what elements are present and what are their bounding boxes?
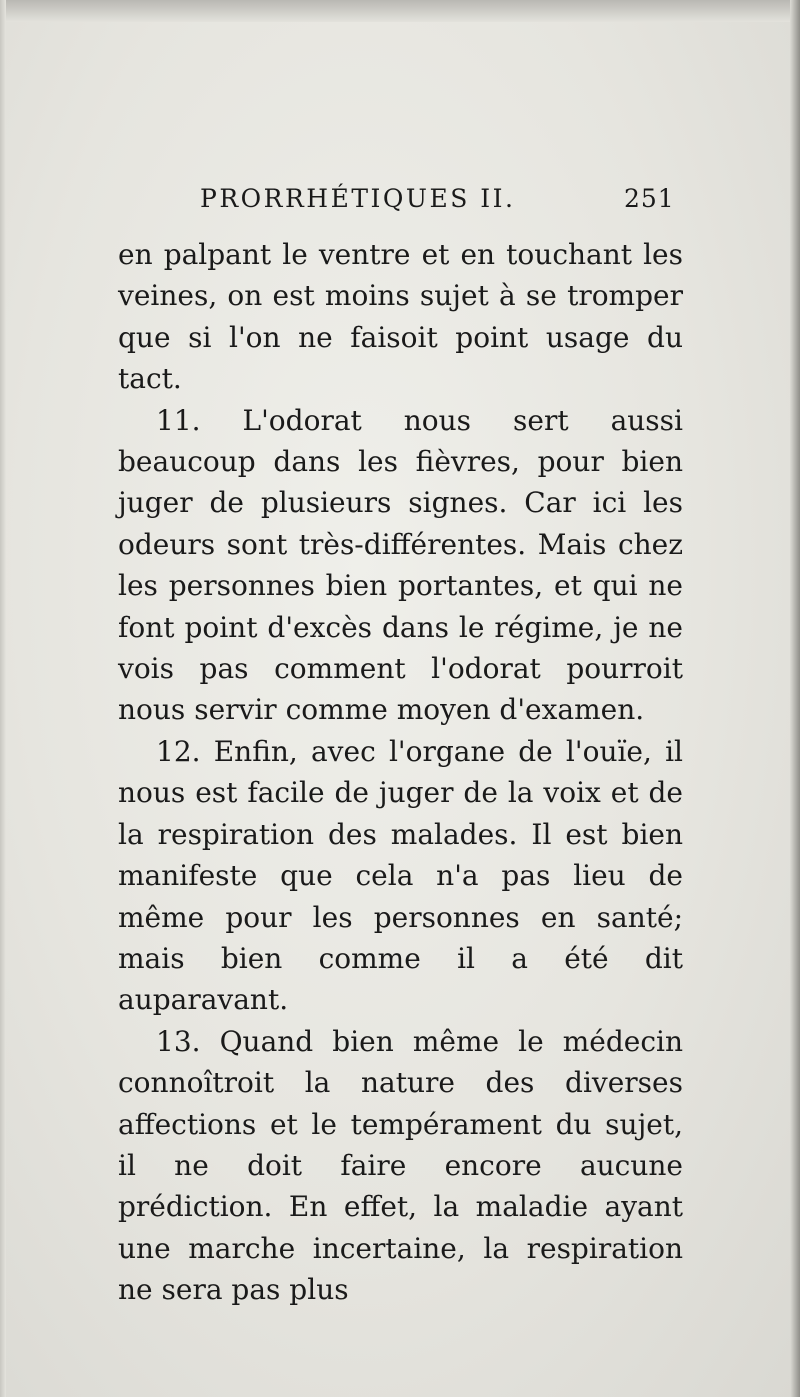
page-left-edge	[0, 0, 6, 1397]
paragraph-13: 13. Quand bien même le médecin connoîtroit la nature des diverses affections et le tempérament du sujet, il ne doit faire encore aucune prédiction. En effet, la maladie ayant une marche incertaine, la respiration ne sera pas plus	[118, 1024, 683, 1307]
body-text	[118, 234, 683, 1311]
page-number: 251	[624, 184, 675, 213]
running-title: PRORRHÉTIQUES II.	[200, 184, 516, 213]
paragraph-continuation: en palpant le ventre et en touchant les veines, on est moins sujet à se tromper que si l'on ne faisoit point usage du tact.	[118, 238, 683, 396]
page-right-edge	[790, 0, 800, 1397]
paragraph-11: 11. L'odorat nous sert aussi beaucoup dans les fièvres, pour bien juger de plusieurs signes. Car ici les odeurs sont très-différentes. Mais chez les personnes bien portantes, et qui ne font point d'excès dans le régime, je ne vois pas comment l'odorat pourroit nous servir comme moyen d'examen.	[118, 403, 683, 727]
paragraph-12: 12. Enfin, avec l'organe de l'ouïe, il nous est facile de juger de la voix et de la respiration des malades. Il est bien manifeste que cela n'a pas lieu de même pour les personnes en santé; mais bien comme il a été dit auparavant.	[118, 734, 683, 1017]
page-top-edge	[0, 0, 800, 22]
